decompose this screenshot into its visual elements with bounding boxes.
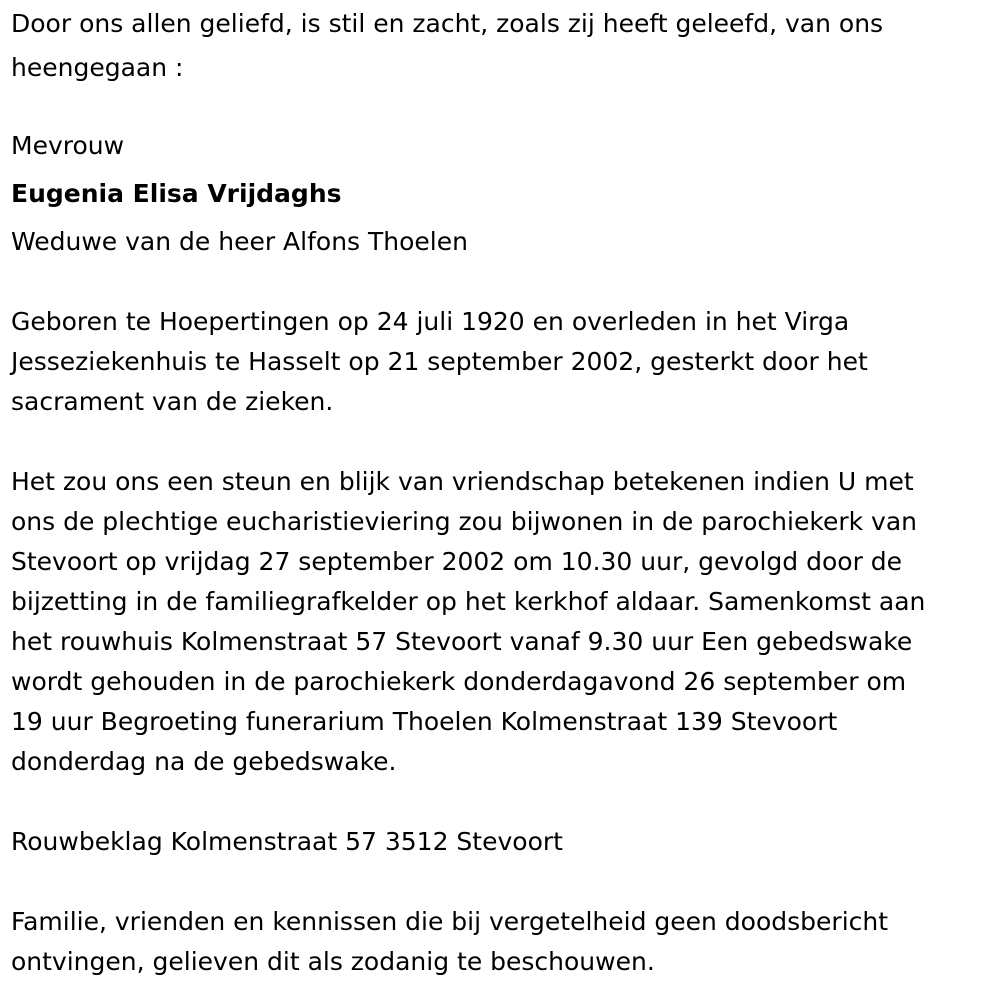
ceremony-line: wordt gehouden in de parochiekerk donderdagavond 26 september om xyxy=(11,667,907,696)
ceremony-line: Het zou ons een steun en blijk van vriendschap betekenen indien U met xyxy=(11,467,914,496)
intro-line: Door ons allen geliefd, is stil en zacht, zoals zij heeft geleefd, van ons xyxy=(11,9,884,38)
person-relation: Weduwe van de heer Alfons Thoelen xyxy=(11,227,468,256)
closing-line: Familie, vrienden en kennissen die bij vergetelheid geen doodsbericht xyxy=(11,907,889,936)
intro-line: heengegaan : xyxy=(11,53,184,82)
condolence-address: Rouwbeklag Kolmenstraat 57 3512 Stevoort xyxy=(11,827,563,856)
birth-death-line: sacrament van de zieken. xyxy=(11,387,334,416)
birth-death-line: Geboren te Hoepertingen op 24 juli 1920 en overleden in het Virga xyxy=(11,307,850,336)
person-title: Mevrouw xyxy=(11,131,125,160)
birth-death-line: Jesseziekenhuis te Hasselt op 21 september 2002, gesterkt door het xyxy=(11,347,868,376)
ceremony-line: donderdag na de gebedswake. xyxy=(11,747,397,776)
person-name: Eugenia Elisa Vrijdaghs xyxy=(11,179,342,208)
ceremony-line: ons de plechtige eucharistieviering zou bijwonen in de parochiekerk van xyxy=(11,507,917,536)
ceremony-line: Stevoort op vrijdag 27 september 2002 om 10.30 uur, gevolgd door de xyxy=(11,547,903,576)
ceremony-line: het rouwhuis Kolmenstraat 57 Stevoort vanaf 9.30 uur Een gebedswake xyxy=(11,627,913,656)
ceremony-line: bijzetting in de familiegrafkelder op het kerkhof aldaar. Samenkomst aan xyxy=(11,587,926,616)
ceremony-line: 19 uur Begroeting funerarium Thoelen Kolmenstraat 139 Stevoort xyxy=(11,707,838,736)
closing-line: ontvingen, gelieven dit als zodanig te beschouwen. xyxy=(11,947,655,976)
